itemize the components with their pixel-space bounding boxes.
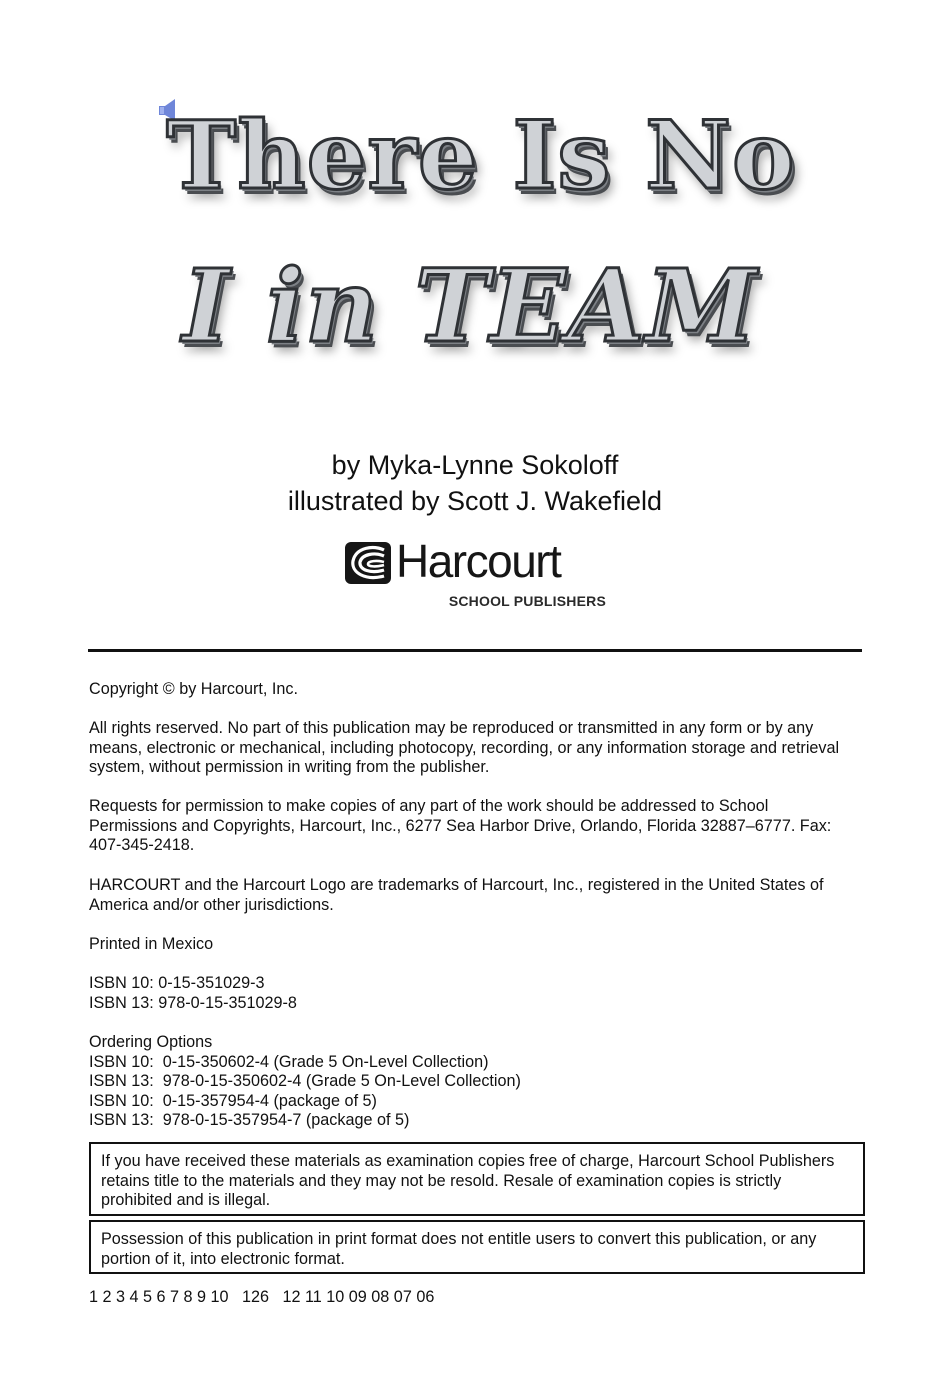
trademark-paragraph <box>89 876 859 915</box>
ordering-isbn-line: ISBN 10: 0-15-350602-4 (Grade 5 On-Level Collection) <box>89 1052 489 1071</box>
book-title-line-1: There Is No <box>166 101 796 211</box>
divider-rule <box>88 649 862 652</box>
ordering-isbn-line: ISBN 13: 978-0-15-350602-4 (Grade 5 On-Level Collection) <box>89 1072 521 1091</box>
ordering-isbn-line: ISBN 10: 0-15-357954-4 (package of 5) <box>89 1091 377 1110</box>
isbn-block <box>89 974 859 1013</box>
harcourt-logo-mark-icon <box>344 541 392 585</box>
isbn-line: ISBN 13: 978-0-15-351029-8 <box>89 993 297 1012</box>
isbn-line: ISBN 10: 0-15-351029-3 <box>89 974 265 992</box>
trademark-text: HARCOURT and the Harcourt Logo are trademarks of Harcourt, Inc., registered in the United States of America and/or other jurisdictions. <box>89 876 824 914</box>
rights-text: All rights reserved. No part of this publication may be reproduced or transmitted in any form or by any means, electronic or mechanical, including photocopy, recording, or any information storage and retrieval system, without permission in writing from the publisher. <box>89 719 840 777</box>
examination-copy-notice <box>89 1142 865 1216</box>
publisher-logo <box>344 535 606 614</box>
electronic-format-text: Possession of this publication in print format does not entitle users to convert this publication, or any portion of it, into electronic format. <box>101 1230 817 1268</box>
book-title-line-2: I in TEAM <box>182 247 758 365</box>
ordering-isbn-line: ISBN 13: 978-0-15-357954-7 (package of 5) <box>89 1111 410 1130</box>
ordering-options-block <box>89 1033 859 1131</box>
illustrator-credit: illustrated by Scott J. Wakefield <box>287 486 663 516</box>
electronic-format-notice <box>89 1220 865 1274</box>
permissions-text: Requests for permission to make copies of any part of the work should be addressed to School Permissions and Copyrights, Harcourt, Inc., 6277 Sea Harbor Drive, Orlando, Florida 32887–6777. Fax: 407-345-2418. <box>89 797 832 855</box>
printed-in-text: Printed in Mexico <box>89 935 214 953</box>
rights-paragraph <box>89 719 859 778</box>
permissions-paragraph <box>89 797 859 856</box>
copyright-line <box>89 680 859 700</box>
copyright-text: Copyright © by Harcourt, Inc. <box>89 680 298 698</box>
print-line: 1 2 3 4 5 6 7 8 9 10 126 12 11 10 09 08 07 06 <box>89 1288 435 1306</box>
examination-copy-text: If you have received these materials as examination copies free of charge, Harcourt School Publishers retains title to the materials and they may not be resold. Resale of examination copies is strictly prohibited and is illegal. <box>101 1152 835 1210</box>
printed-in-line <box>89 935 859 955</box>
author-credit: by Myka-Lynne Sokoloff <box>331 450 619 480</box>
publisher-name: Harcourt <box>396 535 561 587</box>
ordering-options-title: Ordering Options <box>89 1033 213 1051</box>
publisher-subtitle: SCHOOL PUBLISHERS <box>448 593 606 609</box>
